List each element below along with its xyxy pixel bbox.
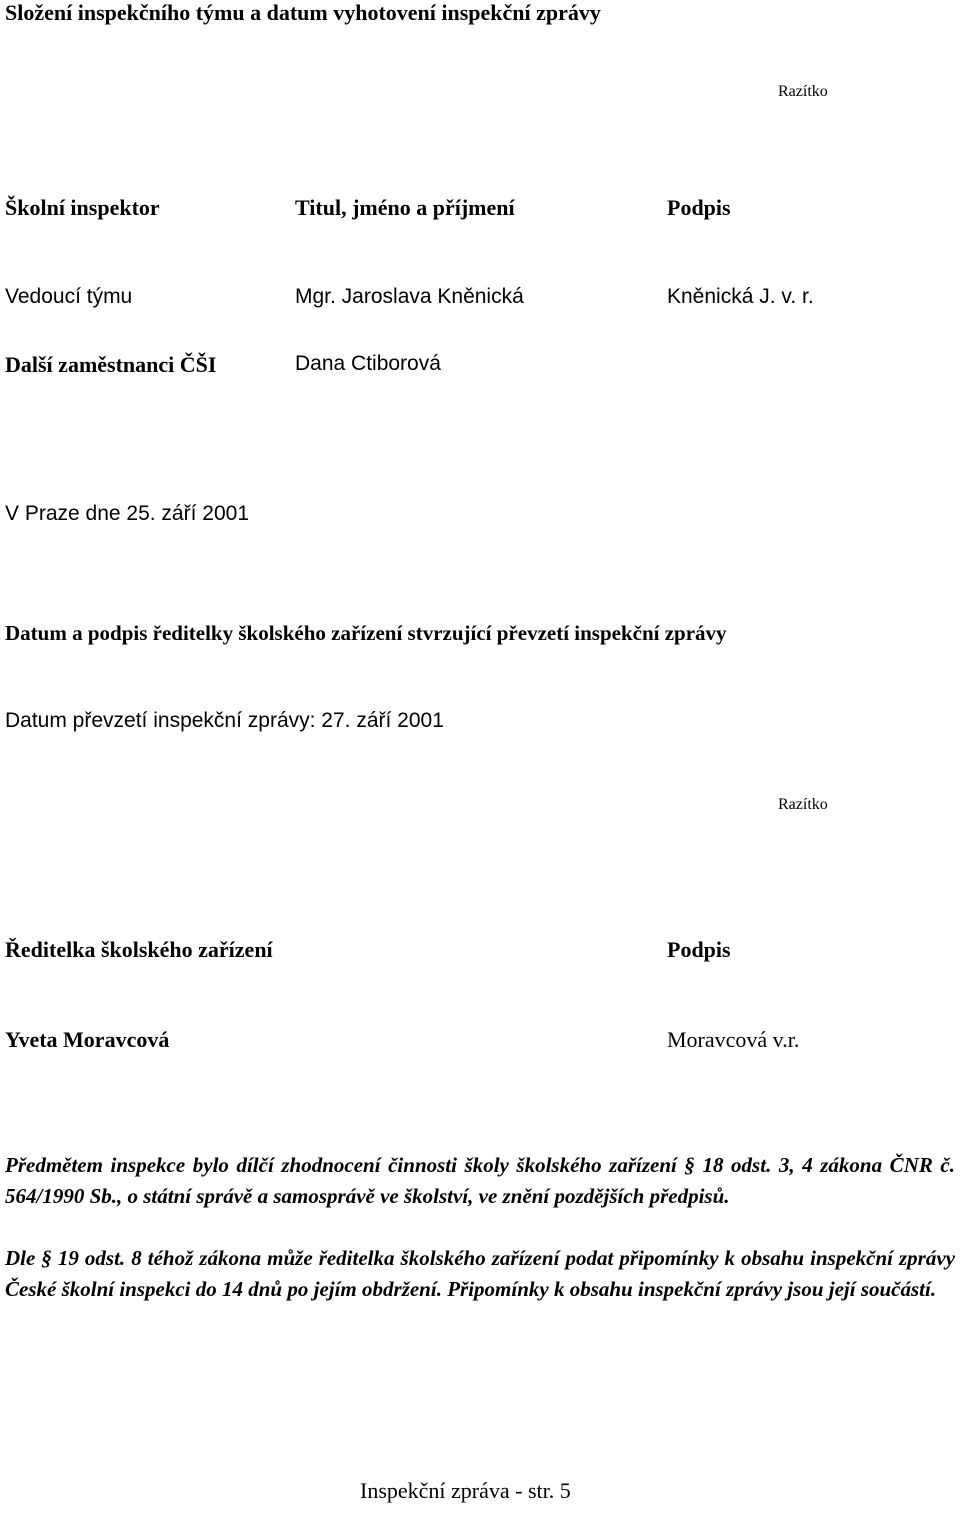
director-signature: Moravcová v.r. — [667, 1027, 800, 1052]
section-heading: Složení inspekčního týmu a datum vyhotovení inspekční zprávy — [5, 0, 601, 25]
team-member-name: Mgr. Jaroslava Kněnická — [295, 285, 524, 308]
takeover-date: Datum převzetí inspekční zprávy: 27. září 2001 — [5, 709, 444, 732]
team-member-signature: Kněnická J. v. r. — [667, 285, 814, 308]
legal-note-inspection-subject: Předmětem inspekce bylo dílčí zhodnocení činnosti školy školského zařízení § 18 odst. 3, 4 zákona ČNR č. 564/1990 Sb., o státní správě a samosprávě ve školství, ve znění pozdějších předpisů. — [5, 1153, 955, 1208]
team-role: Další zaměstnanci ČŠI — [5, 352, 217, 377]
place-date: V Praze dne 25. září 2001 — [5, 502, 249, 525]
header-director: Ředitelka školského zařízení — [5, 937, 273, 962]
legal-note-comments: Dle § 19 odst. 8 téhož zákona může ředitelka školského zařízení podat připomínky k obsahu inspekční zprávy České školní inspekci do 14 dnů po jejím obdržení. Připomínky k obsahu inspekční zprávy jsou její součástí. — [5, 1246, 955, 1301]
director-name: Yveta Moravcová — [5, 1027, 170, 1052]
header-name: Titul, jméno a příjmení — [295, 195, 515, 220]
stamp-label: Razítko — [778, 83, 828, 100]
stamp-label: Razítko — [778, 796, 828, 813]
header-signature: Podpis — [667, 937, 731, 962]
header-signature: Podpis — [667, 195, 731, 220]
team-role: Vedoucí týmu — [5, 285, 133, 308]
team-member-name: Dana Ctiborová — [295, 352, 441, 375]
page-footer: Inspekční zpráva - str. 5 — [360, 1478, 571, 1503]
director-section-heading: Datum a podpis ředitelky školského zařízení stvrzující převzetí inspekční zprávy — [5, 621, 727, 645]
header-inspector: Školní inspektor — [5, 195, 160, 220]
